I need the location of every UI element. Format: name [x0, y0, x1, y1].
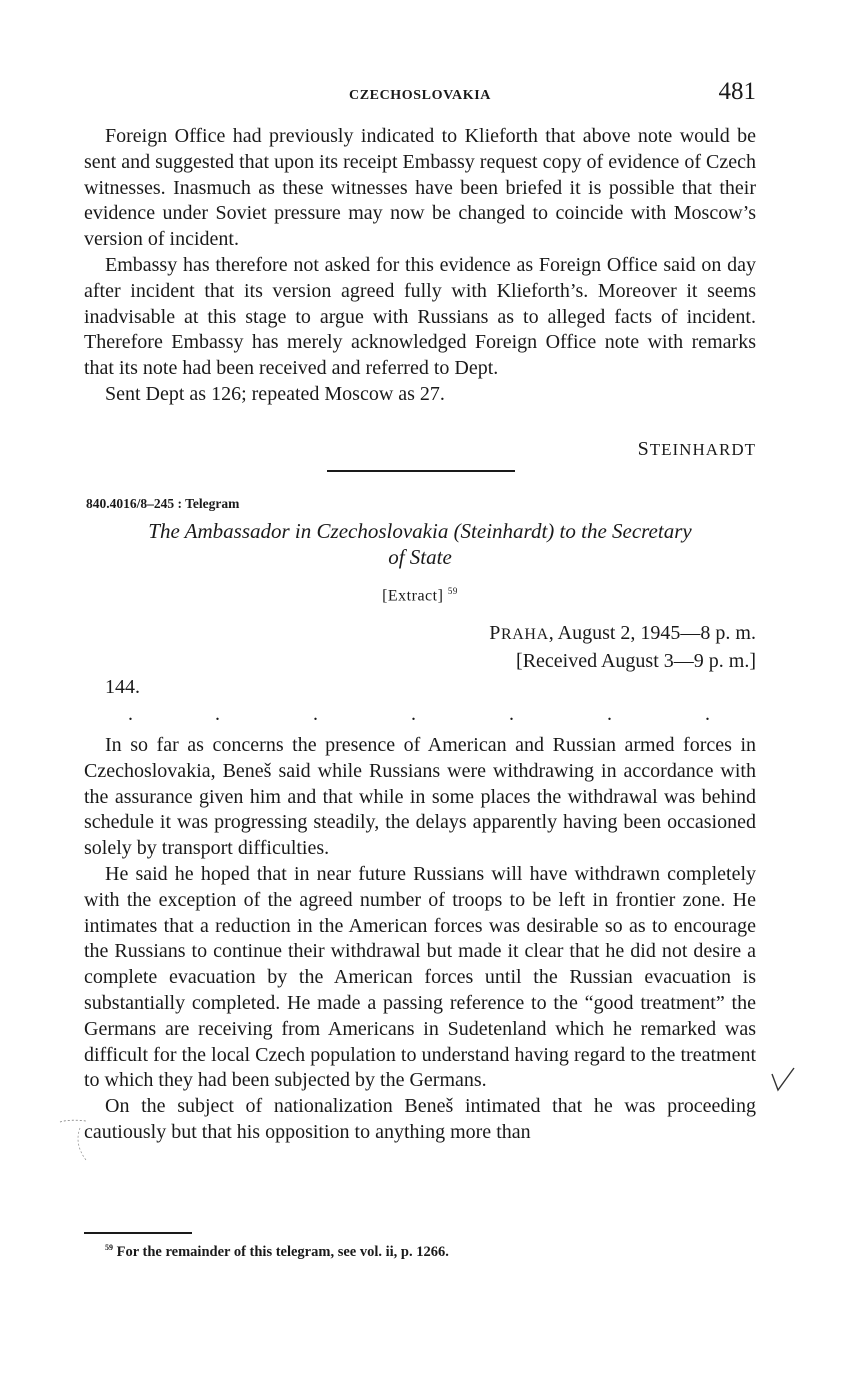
signature: [638, 438, 756, 461]
omission-dot: .: [411, 703, 416, 725]
footnote-text: For the remainder of this telegram, see vol. ii, p. 1266.: [113, 1243, 449, 1260]
footnote-reference: 59: [447, 586, 458, 596]
message-number: 144.: [105, 676, 140, 698]
paragraph: On the subject of nationalization Beneš intimated that he was proceeding cautiously but that his opposition to anything more than: [84, 1095, 756, 1143]
dateline: [489, 620, 756, 674]
paragraph: He said he hoped that in near future Russians will have withdrawn completely with the exception of the agreed number of troops to be left in frontier zone. He intimates that a reduction in the American forces was desirable so as to encourage the Russians to continue their withdrawal but made it clear that he did not desire a complete evacuation by the American forces until the Russian evacuation is substantially completed. He made a passing reference to the “good treatment” the Germans are receiving from Americans in Sudetenland which he remarked was difficult for the local Czech population to understand having regard to the treatment to which they had been subjected by the Germans.: [84, 862, 756, 1092]
heading-line: of State: [388, 545, 452, 569]
footnote-marker: 59: [105, 1243, 113, 1252]
main-text: [84, 733, 756, 1146]
paragraph: Foreign Office had previously indicated to Klieforth that above note would be sent and suggested that upon its receipt Embassy request copy of evidence of Czech witnesses. Inasmuch as these witnesses have been briefed it is possible that their evidence under Soviet pressure may now be changed to coincide with Moscow’s version of incident.: [84, 125, 756, 251]
document-reference: 840.4016/8–245 : Telegram: [86, 496, 240, 511]
omission-dots: [84, 704, 756, 724]
paragraph: Sent Dept as 126; repeated Moscow as 27.: [105, 382, 445, 405]
document-heading: [84, 518, 756, 570]
dateline-date: , August 2, 1945—8 p. m.: [548, 622, 756, 644]
omission-dot: .: [215, 703, 220, 725]
dateline-received: [Received August 3—9 p. m.]: [516, 650, 756, 672]
running-head: [84, 78, 756, 112]
omission-dot: .: [128, 703, 133, 725]
footnote-divider: [84, 1232, 192, 1234]
section-divider: [327, 470, 515, 472]
omission-dot: .: [607, 703, 612, 725]
extract-label: [84, 586, 756, 605]
omission-dot: .: [509, 703, 514, 725]
pencil-underline-icon: [58, 1104, 98, 1164]
signature-rest: TEINHARDT: [649, 440, 756, 459]
footnote: [105, 1243, 449, 1261]
omission-dot: .: [313, 703, 318, 725]
dateline-city-initial: P: [489, 622, 501, 644]
handwritten-check-icon: [770, 1064, 796, 1094]
heading-line: The Ambassador in Czechoslovakia (Steinhardt) to the Secretary: [148, 519, 692, 543]
intro-text: [84, 124, 756, 408]
dateline-sent: [489, 620, 756, 648]
paragraph: In so far as concerns the presence of American and Russian armed forces in Czechoslovakia, Beneš said while Russians were withdrawing in accordance with the assurance given him and that while in some places the withdrawal was behind schedule it was progressing steadily, the delays apparently having been occasioned solely by transport difficulties.: [84, 734, 756, 860]
paragraph: Embassy has therefore not asked for this evidence as Foreign Office said on day after incident that its version agreed fully with Klieforth’s. Moreover it seems inadvisable at this stage to argue with Russians as to alleged facts of incident. Therefore Embassy has merely acknowledged Foreign Office note with remarks that its note had been received and referred to Dept.: [84, 253, 756, 380]
extract-text: [Extract]: [382, 587, 444, 605]
dateline-city-rest: RAHA: [501, 626, 549, 643]
dateline-city: [489, 622, 549, 644]
running-title: CZECHOSLOVAKIA: [349, 88, 491, 103]
signature-initial: S: [637, 438, 650, 460]
omission-dot: .: [705, 703, 710, 725]
page-number: 481: [718, 78, 756, 105]
